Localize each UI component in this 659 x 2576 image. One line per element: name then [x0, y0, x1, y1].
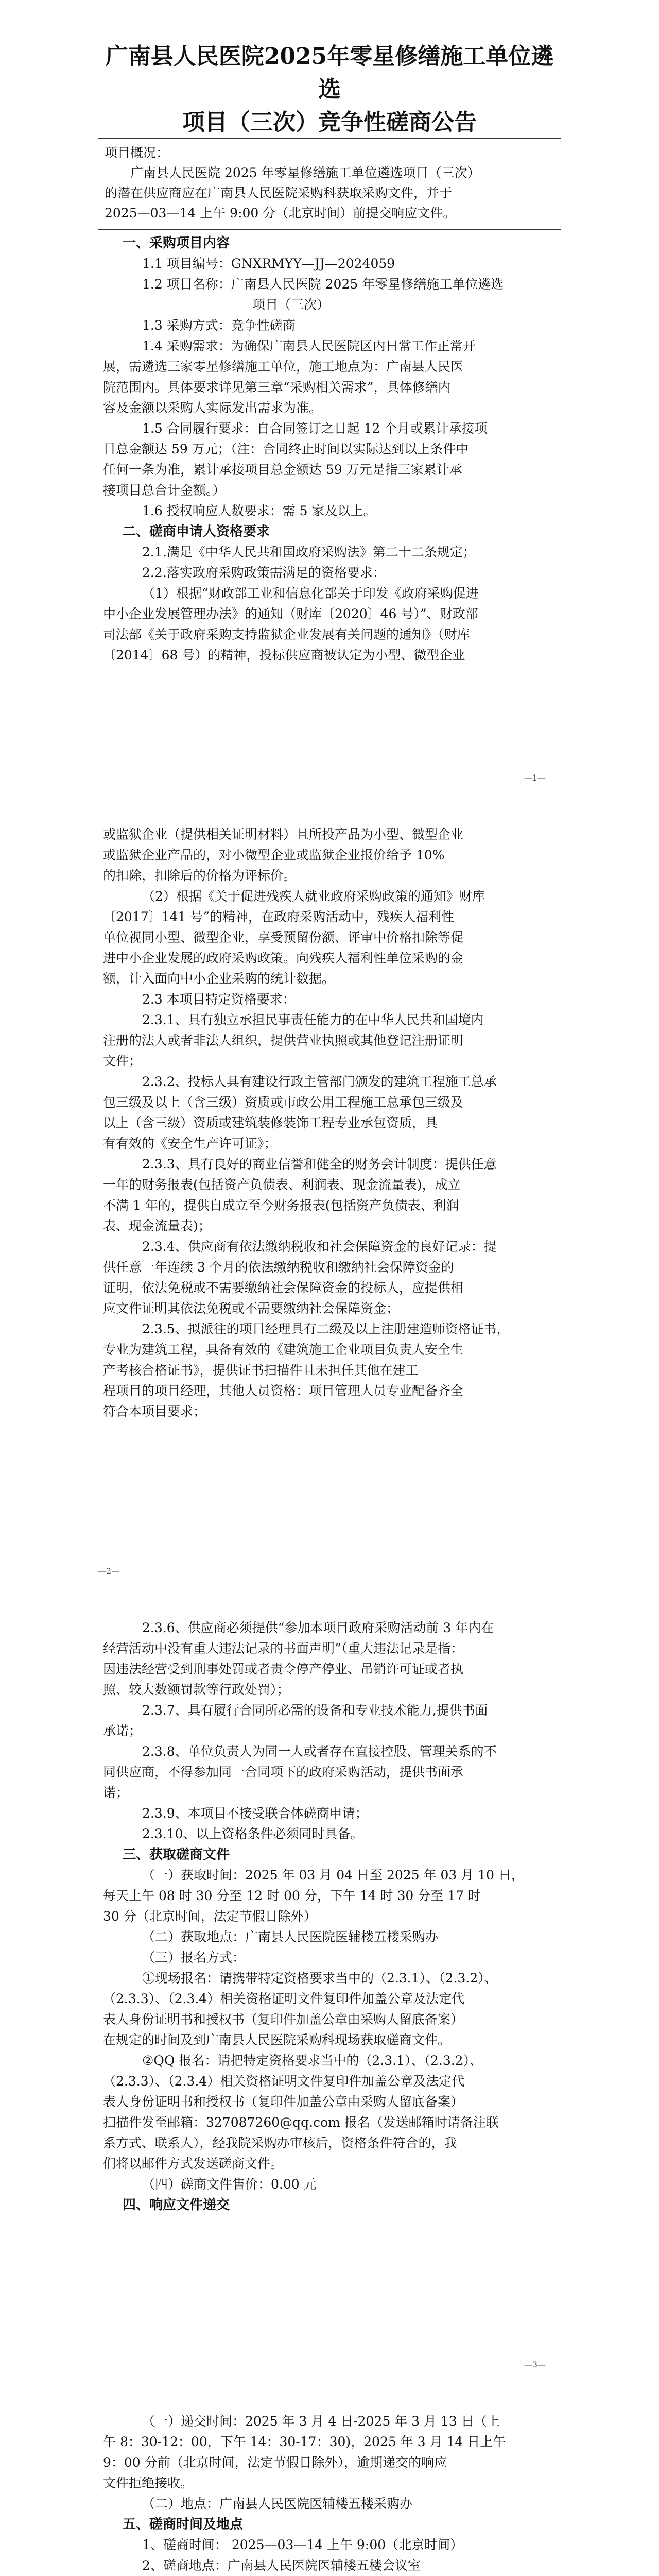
specific-requirement-cont: 表、现金流量表)； [103, 1218, 211, 1233]
specific-requirement-cont: 照、较大数额罚款等行政处罚）； [103, 1682, 290, 1697]
submission-time-cont: 文件拒绝接收。 [103, 2476, 194, 2490]
qq-registration: ②QQ 报名：请把特定资格要求当中的（2.3.1）、（2.3.2）、 [142, 2053, 483, 2068]
overview-line: 广南县人民医院 2025 年零星修缮施工单位遴选项目（三次） [130, 165, 480, 180]
policy-paragraph: （1）根据“财政部工业和信息化部关于印发《政府采购促进 [142, 586, 479, 601]
page-3 [82, 1587, 577, 2380]
qq-registration-cont: 扫描件发至邮箱：327087260@qq.com 报名（发送邮箱时请备注联 [103, 2115, 499, 2130]
overview-line: 2025—03—14 上午 9:00 分（北京时间）前提交响应文件。 [105, 206, 456, 221]
acquire-time-cont: 30 分（北京时间，法定节假日除外） [103, 1909, 317, 1924]
specific-requirement-cont: 承诺； [103, 1723, 142, 1738]
submission-time-cont: 午 8：30-12：00，下午 14：30-17：30)，2025 年 3 月 14 日上午 [103, 2434, 506, 2449]
specific-requirement-cont: 不满 1 年的，提供自成立至今财务报表(包括资产负债表、利润 [103, 1198, 459, 1213]
specific-requirement-cont: 供任意一年连续 3 个月的依法缴纳税收和缴纳社会保障资金的 [103, 1260, 454, 1275]
onsite-registration: ①现场报名：请携带特定资格要求当中的（2.3.1）、（2.3.2）、 [142, 1971, 497, 1986]
specific-requirement-cont: 符合本项目要求； [103, 1404, 206, 1419]
policy-paragraph-cont: 〔2017〕141 号”的精神，在政府采购活动中，残疾人福利性 [103, 909, 455, 924]
project-overview-box [98, 138, 561, 230]
specific-requirement-cont: 文件； [103, 1054, 142, 1069]
specific-requirement-cont: 包三级及以上（含三级）资质或市政公用工程施工总承包三级及 [103, 1095, 464, 1110]
contract-requirement: 1.5 合同履行要求：自合同签订之日起 12 个月或累计承接项 [142, 421, 488, 436]
requirement-item: 2.2.落实政府采购政策需满足的资格要求： [142, 565, 386, 580]
policy-paragraph-cont: 〔2014〕68 号）的精神，投标供应商被认定为小型、微型企业 [103, 648, 465, 663]
specific-requirement: 2.3.8、单位负责人为同一人或者存在直接控股、管理关系的不 [142, 1744, 497, 1759]
specific-requirement-cont: 应文件证明其依法免税或不需要缴纳社会保障资金； [103, 1301, 400, 1316]
document-price: （四）磋商文件售价：0.00 元 [142, 2177, 317, 2192]
specific-requirement-cont: 以上（含三级）资质或建筑装修装饰工程专业承包资质，具 [103, 1115, 438, 1130]
specific-requirement: 2.3.6、供应商必须提供“参加本项目政府采购活动前 3 年内在 [142, 1620, 494, 1635]
specific-requirement-cont: 专业为建筑工程，具备有效的《建筑施工企业项目负责人安全生 [103, 1342, 464, 1357]
project-name-cont: 项目（三次） [252, 297, 330, 312]
overview-label: 项目概况： [105, 145, 169, 160]
specific-requirement-cont: 程项目的项目经理，其他人员资格：项目管理人员专业配备齐全 [103, 1383, 464, 1398]
section-heading: 二、磋商申请人资格要求 [123, 524, 270, 539]
qq-registration-cont: （2.3.3）、（2.3.4）相关资格证明文件复印件加盖公章及法定代 [103, 2074, 465, 2089]
specific-requirement-cont: 证明，依法免税或不需要缴纳社会保障资金的投标人，应提供相 [103, 1280, 464, 1295]
overview-line: 的潜在供应商应在广南县人民医院采购科获取采购文件，并于 [105, 185, 453, 200]
section-heading: 三、获取磋商文件 [123, 1847, 230, 1862]
policy-paragraph-cont: 中小企业发展管理办法》的通知（财库〔2020〕46 号）”、财政部 [103, 606, 478, 621]
document-title [103, 40, 556, 139]
page-number: —1— [524, 773, 546, 783]
procurement-demand: 1.4 采购需求：为确保广南县人民医院区内日常工作正常开 [142, 338, 476, 353]
specific-requirement-cont: 诺； [103, 1785, 129, 1800]
section-heading: 一、采购项目内容 [123, 235, 230, 251]
policy-paragraph-cont: 或监狱企业（提供相关证明材料）且所投产品为小型、微型企业 [103, 827, 464, 842]
specific-requirement: 2.3.10、以上资格条件必须同时具备。 [142, 1826, 363, 1841]
submission-time: （一）递交时间：2025 年 3 月 4 日-2025 年 3 月 13 日（上 [142, 2414, 500, 2429]
policy-paragraph-cont: 或监狱企业产品的，对小微型企业或监狱企业报价给予 10% [103, 848, 445, 862]
title-line-1: 广南县人民医院2025年零星修缮施工单位遴选 [105, 43, 554, 103]
specific-requirement: 2.3.4、供应商有依法缴纳税收和社会保障资金的良好记录：提 [142, 1239, 497, 1254]
negotiation-time: 1、磋商时间： 2025—03—14 上午 9:00（北京时间） [142, 2537, 463, 2552]
section-heading: 五、磋商时间及地点 [123, 2517, 244, 2532]
specific-requirement: 2.3.3、具有良好的商业信誉和健全的财务会计制度：提供任意 [142, 1157, 497, 1172]
requirement-item: 2.3 本项目特定资格要求： [142, 992, 296, 1007]
page-4 [82, 2380, 577, 2576]
page-number: —3— [524, 2360, 546, 2369]
procurement-demand-cont: 院范围内。具体要求详见第三章“采购相关需求”，具体修缮内 [103, 380, 451, 395]
project-name: 1.2 项目名称：广南县人民医院 2025 年零星修缮施工单位遴选 [142, 277, 504, 292]
policy-paragraph-cont: 的扣除，扣除后的价格为评标价。 [103, 868, 297, 883]
section-heading: 四、响应文件递交 [123, 2197, 230, 2213]
qq-registration-cont: 表人身份证明书和授权书（复印件加盖公章由采购人留底备案） [103, 2094, 464, 2109]
contract-requirement-cont: 目总金额达 59 万元；（注：合同终止时间以实际达到以上条件中 [103, 442, 469, 456]
specific-requirement: 2.3.9、本项目不接受联合体磋商申请； [142, 1806, 368, 1821]
acquire-time: （一）获取时间：2025 年 03 月 04 日至 2025 年 03 月 10 日， [142, 1868, 524, 1883]
specific-requirement-cont: 同供应商，不得参加同一合同项下的政府采购活动，提供书面承 [103, 1765, 464, 1780]
respondent-count: 1.6 授权响应人数要求：需 5 家及以上。 [142, 503, 376, 518]
registration-method: （三）报名方式： [142, 1950, 246, 1965]
procurement-demand-cont: 展，需遴选三家零星修缮施工单位，施工地点为：广南县人民医 [103, 359, 464, 374]
specific-requirement: 2.3.5、拟派往的项目经理具有二级及以上注册建造师资格证书， [142, 1321, 510, 1336]
specific-requirement: 2.3.1、具有独立承担民事责任能力的在中华人民共和国境内 [142, 1012, 484, 1027]
policy-paragraph-cont: 司法部《关于政府采购支持监狱企业发展有关问题的通知》（财库 [103, 627, 470, 642]
project-number: 1.1 项目编号：GNXRMYY—JJ—2024059 [142, 256, 395, 271]
qq-registration-cont: 系方式、联系人），经我院采购办审核后，资格条件符合的，我 [103, 2136, 457, 2150]
specific-requirement-cont: 产考核合格证书》，提供证书扫描件且未担任其他在建工 [103, 1363, 419, 1378]
page-number: —2— [98, 1566, 120, 1576]
negotiation-place: 2、磋商地点：广南县人民医院医辅楼五楼会议室 [142, 2558, 421, 2573]
policy-paragraph-cont: 单位视同小型、微型企业，享受预留份额、评审中价格扣除等促 [103, 930, 464, 945]
section-4-8 [103, 2411, 556, 2576]
section-1 [103, 233, 556, 666]
policy-paragraph: （2）根据《关于促进残疾人就业政府采购政策的通知》财库 [142, 889, 485, 904]
specific-requirement-cont: 经营活动中没有重大违法记录的书面声明”（重大违法记录是指： [103, 1641, 464, 1656]
section-2-cont [103, 824, 556, 1422]
requirement-item: 2.1.满足《中华人民共和国政府采购法》第二十二条规定； [142, 545, 476, 560]
procurement-method: 1.3 采购方式：竞争性磋商 [142, 318, 296, 333]
onsite-registration-cont: 表人身份证明书和授权书（复印件加盖公章由采购人留底备案） [103, 2012, 464, 2027]
contract-requirement-cont: 接项目总合计金额。） [103, 483, 226, 498]
page-1 [82, 0, 577, 793]
procurement-demand-cont: 容及金额以采购人实际发出需求为准。 [103, 400, 322, 415]
policy-paragraph-cont: 额，计入面向中小企业采购的统计数据。 [103, 971, 335, 986]
policy-paragraph-cont: 进中小企业发展的政府采购政策。向残疾人福利性单位采购的金 [103, 951, 464, 965]
title-line-2: 项目（三次）竞争性磋商公告 [182, 109, 477, 135]
specific-requirement-cont: 因违法经营受到刑事处罚或者责令停产停业、吊销许可证或者执 [103, 1662, 464, 1676]
acquire-place: （二）获取地点：广南县人民医院医辅楼五楼采购办 [142, 1929, 439, 1944]
specific-requirement-cont: 注册的法人或者非法人组织，提供营业执照或其他登记注册证明 [103, 1033, 464, 1048]
specific-requirement: 2.3.7、具有履行合同所必需的设备和专业技术能力,提供书面 [142, 1703, 488, 1718]
specific-requirement-cont: 一年的财务报表(包括资产负债表、利润表、现金流量表)，成立 [103, 1177, 461, 1192]
qq-registration-cont: 们将以邮件方式发送磋商文件。 [103, 2156, 284, 2171]
onsite-registration-cont: （2.3.3）、（2.3.4）相关资格证明文件复印件加盖公章及法定代 [103, 1991, 465, 2006]
specific-requirement-cont: 有有效的《安全生产许可证》； [103, 1136, 277, 1151]
submission-time-cont: 9：00 分前（北京时间，法定节假日除外），逾期递交的响应 [103, 2455, 447, 2470]
specific-requirement: 2.3.2、投标人具有建设行政主管部门颁发的建筑工程施工总承 [142, 1074, 497, 1089]
section-2-3 [103, 1618, 556, 2215]
submission-place: （二）地点：广南县人民医院医辅楼五楼采购办 [142, 2496, 413, 2511]
acquire-time-cont: 每天上午 08 时 30 分至 12 时 00 分，下午 14 时 30 分至 17 时 [103, 1888, 481, 1903]
page-2 [82, 793, 577, 1587]
contract-requirement-cont: 任何一条为准，累计承接项目总金额达 59 万元是指三家累计承 [103, 462, 462, 477]
onsite-registration-cont: 在规定的时间及到广南县人民医院采购科现场获取磋商文件。 [103, 2032, 451, 2047]
